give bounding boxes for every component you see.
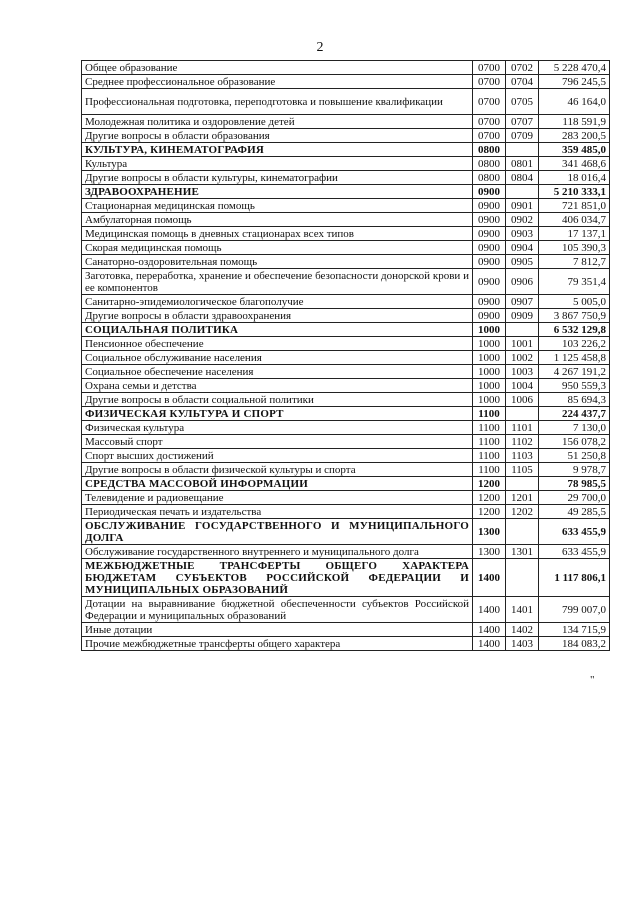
- section-total-row: [82, 477, 610, 491]
- row-section-code: 0700: [473, 61, 506, 75]
- row-amount-cell: 4 267 191,2: [539, 365, 610, 379]
- row-name-cell: Скорая медицинская помощь: [82, 241, 473, 255]
- row-name-cell: Пенсионное обеспечение: [82, 337, 473, 351]
- budget-table-body: [82, 61, 610, 651]
- row-subsection-code: 0902: [506, 213, 539, 227]
- section-total-row: [82, 407, 610, 421]
- row-section-code: 0800: [473, 157, 506, 171]
- row-subsection-code: 0906: [506, 269, 539, 295]
- row-section-code: 0800: [473, 171, 506, 185]
- table-row: [82, 171, 610, 185]
- table-row: [82, 227, 610, 241]
- row-name-cell: Молодежная политика и оздоровление детей: [82, 115, 473, 129]
- row-amount-cell: 18 016,4: [539, 171, 610, 185]
- row-amount-cell: 78 985,5: [539, 477, 610, 491]
- budget-table: [81, 60, 610, 651]
- row-section-code: 1100: [473, 407, 506, 421]
- section-total-row: [82, 143, 610, 157]
- row-amount-cell: 1 117 806,1: [539, 559, 610, 597]
- row-name-cell: КУЛЬТУРА, КИНЕМАТОГРАФИЯ: [82, 143, 473, 157]
- row-subsection-code: 1301: [506, 545, 539, 559]
- row-amount-cell: 359 485,0: [539, 143, 610, 157]
- row-section-code: 1400: [473, 597, 506, 623]
- row-name-cell: Другие вопросы в области социальной политики: [82, 393, 473, 407]
- row-amount-cell: 184 083,2: [539, 637, 610, 651]
- row-name-cell: Спорт высших достижений: [82, 449, 473, 463]
- row-section-code: 0900: [473, 241, 506, 255]
- table-row: [82, 241, 610, 255]
- section-total-row: [82, 519, 610, 545]
- row-subsection-code: 0709: [506, 129, 539, 143]
- row-section-code: 0800: [473, 143, 506, 157]
- row-section-code: 0900: [473, 269, 506, 295]
- row-section-code: 1000: [473, 379, 506, 393]
- table-row: [82, 545, 610, 559]
- row-amount-cell: 9 978,7: [539, 463, 610, 477]
- row-subsection-code: 1003: [506, 365, 539, 379]
- row-name-cell: Массовый спорт: [82, 435, 473, 449]
- row-name-cell: Прочие межбюджетные трансферты общего характера: [82, 637, 473, 651]
- table-row: [82, 129, 610, 143]
- row-subsection-code: [506, 559, 539, 597]
- row-name-cell: Профессиональная подготовка, переподготовка и повышение квалификации: [82, 89, 473, 115]
- row-section-code: 0900: [473, 295, 506, 309]
- table-row: [82, 421, 610, 435]
- row-name-cell: Амбулаторная помощь: [82, 213, 473, 227]
- table-row: [82, 491, 610, 505]
- row-amount-cell: 7 130,0: [539, 421, 610, 435]
- row-amount-cell: 49 285,5: [539, 505, 610, 519]
- table-row: [82, 463, 610, 477]
- row-section-code: 1000: [473, 337, 506, 351]
- row-name-cell: Физическая культура: [82, 421, 473, 435]
- row-section-code: 0700: [473, 75, 506, 89]
- row-subsection-code: 0909: [506, 309, 539, 323]
- table-row: [82, 157, 610, 171]
- table-row: [82, 505, 610, 519]
- row-subsection-code: 1002: [506, 351, 539, 365]
- row-amount-cell: 5 005,0: [539, 295, 610, 309]
- row-name-cell: Другие вопросы в области физической культуры и спорта: [82, 463, 473, 477]
- row-amount-cell: 105 390,3: [539, 241, 610, 255]
- row-subsection-code: 1101: [506, 421, 539, 435]
- table-row: [82, 637, 610, 651]
- row-name-cell: Стационарная медицинская помощь: [82, 199, 473, 213]
- row-name-cell: Социальное обслуживание населения: [82, 351, 473, 365]
- row-subsection-code: [506, 323, 539, 337]
- table-row: [82, 597, 610, 623]
- row-subsection-code: 1102: [506, 435, 539, 449]
- row-amount-cell: 134 715,9: [539, 623, 610, 637]
- row-name-cell: Медицинская помощь в дневных стационарах всех типов: [82, 227, 473, 241]
- row-section-code: 1000: [473, 351, 506, 365]
- row-subsection-code: 1103: [506, 449, 539, 463]
- row-amount-cell: 1 125 458,8: [539, 351, 610, 365]
- row-name-cell: Санаторно-оздоровительная помощь: [82, 255, 473, 269]
- row-subsection-code: 1201: [506, 491, 539, 505]
- row-section-code: 1100: [473, 449, 506, 463]
- section-total-row: [82, 185, 610, 199]
- row-subsection-code: [506, 143, 539, 157]
- table-row: [82, 337, 610, 351]
- row-section-code: 1100: [473, 435, 506, 449]
- row-name-cell: Заготовка, переработка, хранение и обеспечение безопасности донорской крови и ее компонентов: [82, 269, 473, 295]
- row-subsection-code: 0704: [506, 75, 539, 89]
- row-subsection-code: 0903: [506, 227, 539, 241]
- row-amount-cell: 156 078,2: [539, 435, 610, 449]
- row-subsection-code: [506, 519, 539, 545]
- row-name-cell: МЕЖБЮДЖЕТНЫЕ ТРАНСФЕРТЫ ОБЩЕГО ХАРАКТЕРА БЮДЖЕТАМ СУБЪЕКТОВ РОССИЙСКОЙ ФЕДЕРАЦИИ И МУНИЦИПАЛЬНЫХ ОБРАЗОВАНИЙ: [82, 559, 473, 597]
- table-row: [82, 213, 610, 227]
- row-amount-cell: 103 226,2: [539, 337, 610, 351]
- row-name-cell: Социальное обеспечение населения: [82, 365, 473, 379]
- row-amount-cell: 721 851,0: [539, 199, 610, 213]
- row-amount-cell: 224 437,7: [539, 407, 610, 421]
- row-section-code: 1300: [473, 545, 506, 559]
- row-section-code: 1000: [473, 393, 506, 407]
- page-number: 2: [316, 40, 324, 55]
- row-subsection-code: 1402: [506, 623, 539, 637]
- row-amount-cell: 796 245,5: [539, 75, 610, 89]
- row-name-cell: Общее образование: [82, 61, 473, 75]
- table-row: [82, 309, 610, 323]
- row-section-code: 0700: [473, 89, 506, 115]
- row-amount-cell: 341 468,6: [539, 157, 610, 171]
- row-amount-cell: 3 867 750,9: [539, 309, 610, 323]
- table-row: [82, 449, 610, 463]
- row-name-cell: ФИЗИЧЕСКАЯ КУЛЬТУРА И СПОРТ: [82, 407, 473, 421]
- table-row: [82, 351, 610, 365]
- row-section-code: 1200: [473, 491, 506, 505]
- row-name-cell: Обслуживание государственного внутреннего и муниципального долга: [82, 545, 473, 559]
- table-row: [82, 393, 610, 407]
- row-subsection-code: 0707: [506, 115, 539, 129]
- end-quote-mark: ": [590, 674, 595, 686]
- row-subsection-code: 0804: [506, 171, 539, 185]
- table-row: [82, 61, 610, 75]
- section-total-row: [82, 323, 610, 337]
- table-row: [82, 435, 610, 449]
- row-section-code: 1200: [473, 477, 506, 491]
- row-section-code: 1400: [473, 623, 506, 637]
- row-amount-cell: 51 250,8: [539, 449, 610, 463]
- row-section-code: 1000: [473, 365, 506, 379]
- row-section-code: 0700: [473, 115, 506, 129]
- row-name-cell: Дотации на выравнивание бюджетной обеспеченности субъектов Российской Федерации и муниципальных образований: [82, 597, 473, 623]
- row-section-code: 1400: [473, 637, 506, 651]
- row-subsection-code: 1006: [506, 393, 539, 407]
- row-name-cell: Телевидение и радиовещание: [82, 491, 473, 505]
- row-section-code: 1000: [473, 323, 506, 337]
- row-section-code: 0900: [473, 227, 506, 241]
- table-row: [82, 199, 610, 213]
- row-amount-cell: 283 200,5: [539, 129, 610, 143]
- row-amount-cell: 85 694,3: [539, 393, 610, 407]
- row-amount-cell: 633 455,9: [539, 519, 610, 545]
- row-amount-cell: 5 210 333,1: [539, 185, 610, 199]
- row-amount-cell: 46 164,0: [539, 89, 610, 115]
- row-name-cell: Санитарно-эпидемиологическое благополучие: [82, 295, 473, 309]
- row-subsection-code: 1001: [506, 337, 539, 351]
- row-amount-cell: 406 034,7: [539, 213, 610, 227]
- row-amount-cell: 17 137,1: [539, 227, 610, 241]
- row-name-cell: ЗДРАВООХРАНЕНИЕ: [82, 185, 473, 199]
- row-section-code: 1300: [473, 519, 506, 545]
- row-amount-cell: 6 532 129,8: [539, 323, 610, 337]
- table-row: [82, 75, 610, 89]
- row-name-cell: Охрана семьи и детства: [82, 379, 473, 393]
- row-subsection-code: 0905: [506, 255, 539, 269]
- table-row: [82, 295, 610, 309]
- row-amount-cell: 950 559,3: [539, 379, 610, 393]
- row-subsection-code: 1202: [506, 505, 539, 519]
- table-row: [82, 255, 610, 269]
- row-section-code: 1100: [473, 421, 506, 435]
- row-section-code: 0900: [473, 185, 506, 199]
- row-amount-cell: 79 351,4: [539, 269, 610, 295]
- row-name-cell: СОЦИАЛЬНАЯ ПОЛИТИКА: [82, 323, 473, 337]
- row-subsection-code: 1403: [506, 637, 539, 651]
- row-section-code: 0700: [473, 129, 506, 143]
- table-row: [82, 89, 610, 115]
- row-section-code: 1200: [473, 505, 506, 519]
- row-section-code: 1400: [473, 559, 506, 597]
- row-subsection-code: [506, 477, 539, 491]
- table-row: [82, 365, 610, 379]
- row-section-code: 0900: [473, 213, 506, 227]
- row-amount-cell: 7 812,7: [539, 255, 610, 269]
- row-amount-cell: 633 455,9: [539, 545, 610, 559]
- row-subsection-code: 0801: [506, 157, 539, 171]
- row-subsection-code: 0904: [506, 241, 539, 255]
- row-amount-cell: 118 591,9: [539, 115, 610, 129]
- row-subsection-code: 0705: [506, 89, 539, 115]
- row-name-cell: ОБСЛУЖИВАНИЕ ГОСУДАРСТВЕННОГО И МУНИЦИПАЛЬНОГО ДОЛГА: [82, 519, 473, 545]
- row-subsection-code: 1004: [506, 379, 539, 393]
- row-section-code: 0900: [473, 199, 506, 213]
- row-subsection-code: [506, 185, 539, 199]
- row-amount-cell: 799 007,0: [539, 597, 610, 623]
- table-row: [82, 379, 610, 393]
- table-row: [82, 115, 610, 129]
- row-subsection-code: 1401: [506, 597, 539, 623]
- row-name-cell: СРЕДСТВА МАССОВОЙ ИНФОРМАЦИИ: [82, 477, 473, 491]
- row-section-code: 1100: [473, 463, 506, 477]
- table-row: [82, 623, 610, 637]
- row-name-cell: Иные дотации: [82, 623, 473, 637]
- row-subsection-code: 1105: [506, 463, 539, 477]
- row-amount-cell: 5 228 470,4: [539, 61, 610, 75]
- row-name-cell: Другие вопросы в области культуры, кинематографии: [82, 171, 473, 185]
- row-name-cell: Другие вопросы в области образования: [82, 129, 473, 143]
- row-subsection-code: 0907: [506, 295, 539, 309]
- row-name-cell: Периодическая печать и издательства: [82, 505, 473, 519]
- row-name-cell: Среднее профессиональное образование: [82, 75, 473, 89]
- row-subsection-code: 0702: [506, 61, 539, 75]
- row-subsection-code: [506, 407, 539, 421]
- table-row: [82, 269, 610, 295]
- row-section-code: 0900: [473, 309, 506, 323]
- row-subsection-code: 0901: [506, 199, 539, 213]
- row-name-cell: Другие вопросы в области здравоохранения: [82, 309, 473, 323]
- row-name-cell: Культура: [82, 157, 473, 171]
- row-section-code: 0900: [473, 255, 506, 269]
- section-total-row: [82, 559, 610, 597]
- row-amount-cell: 29 700,0: [539, 491, 610, 505]
